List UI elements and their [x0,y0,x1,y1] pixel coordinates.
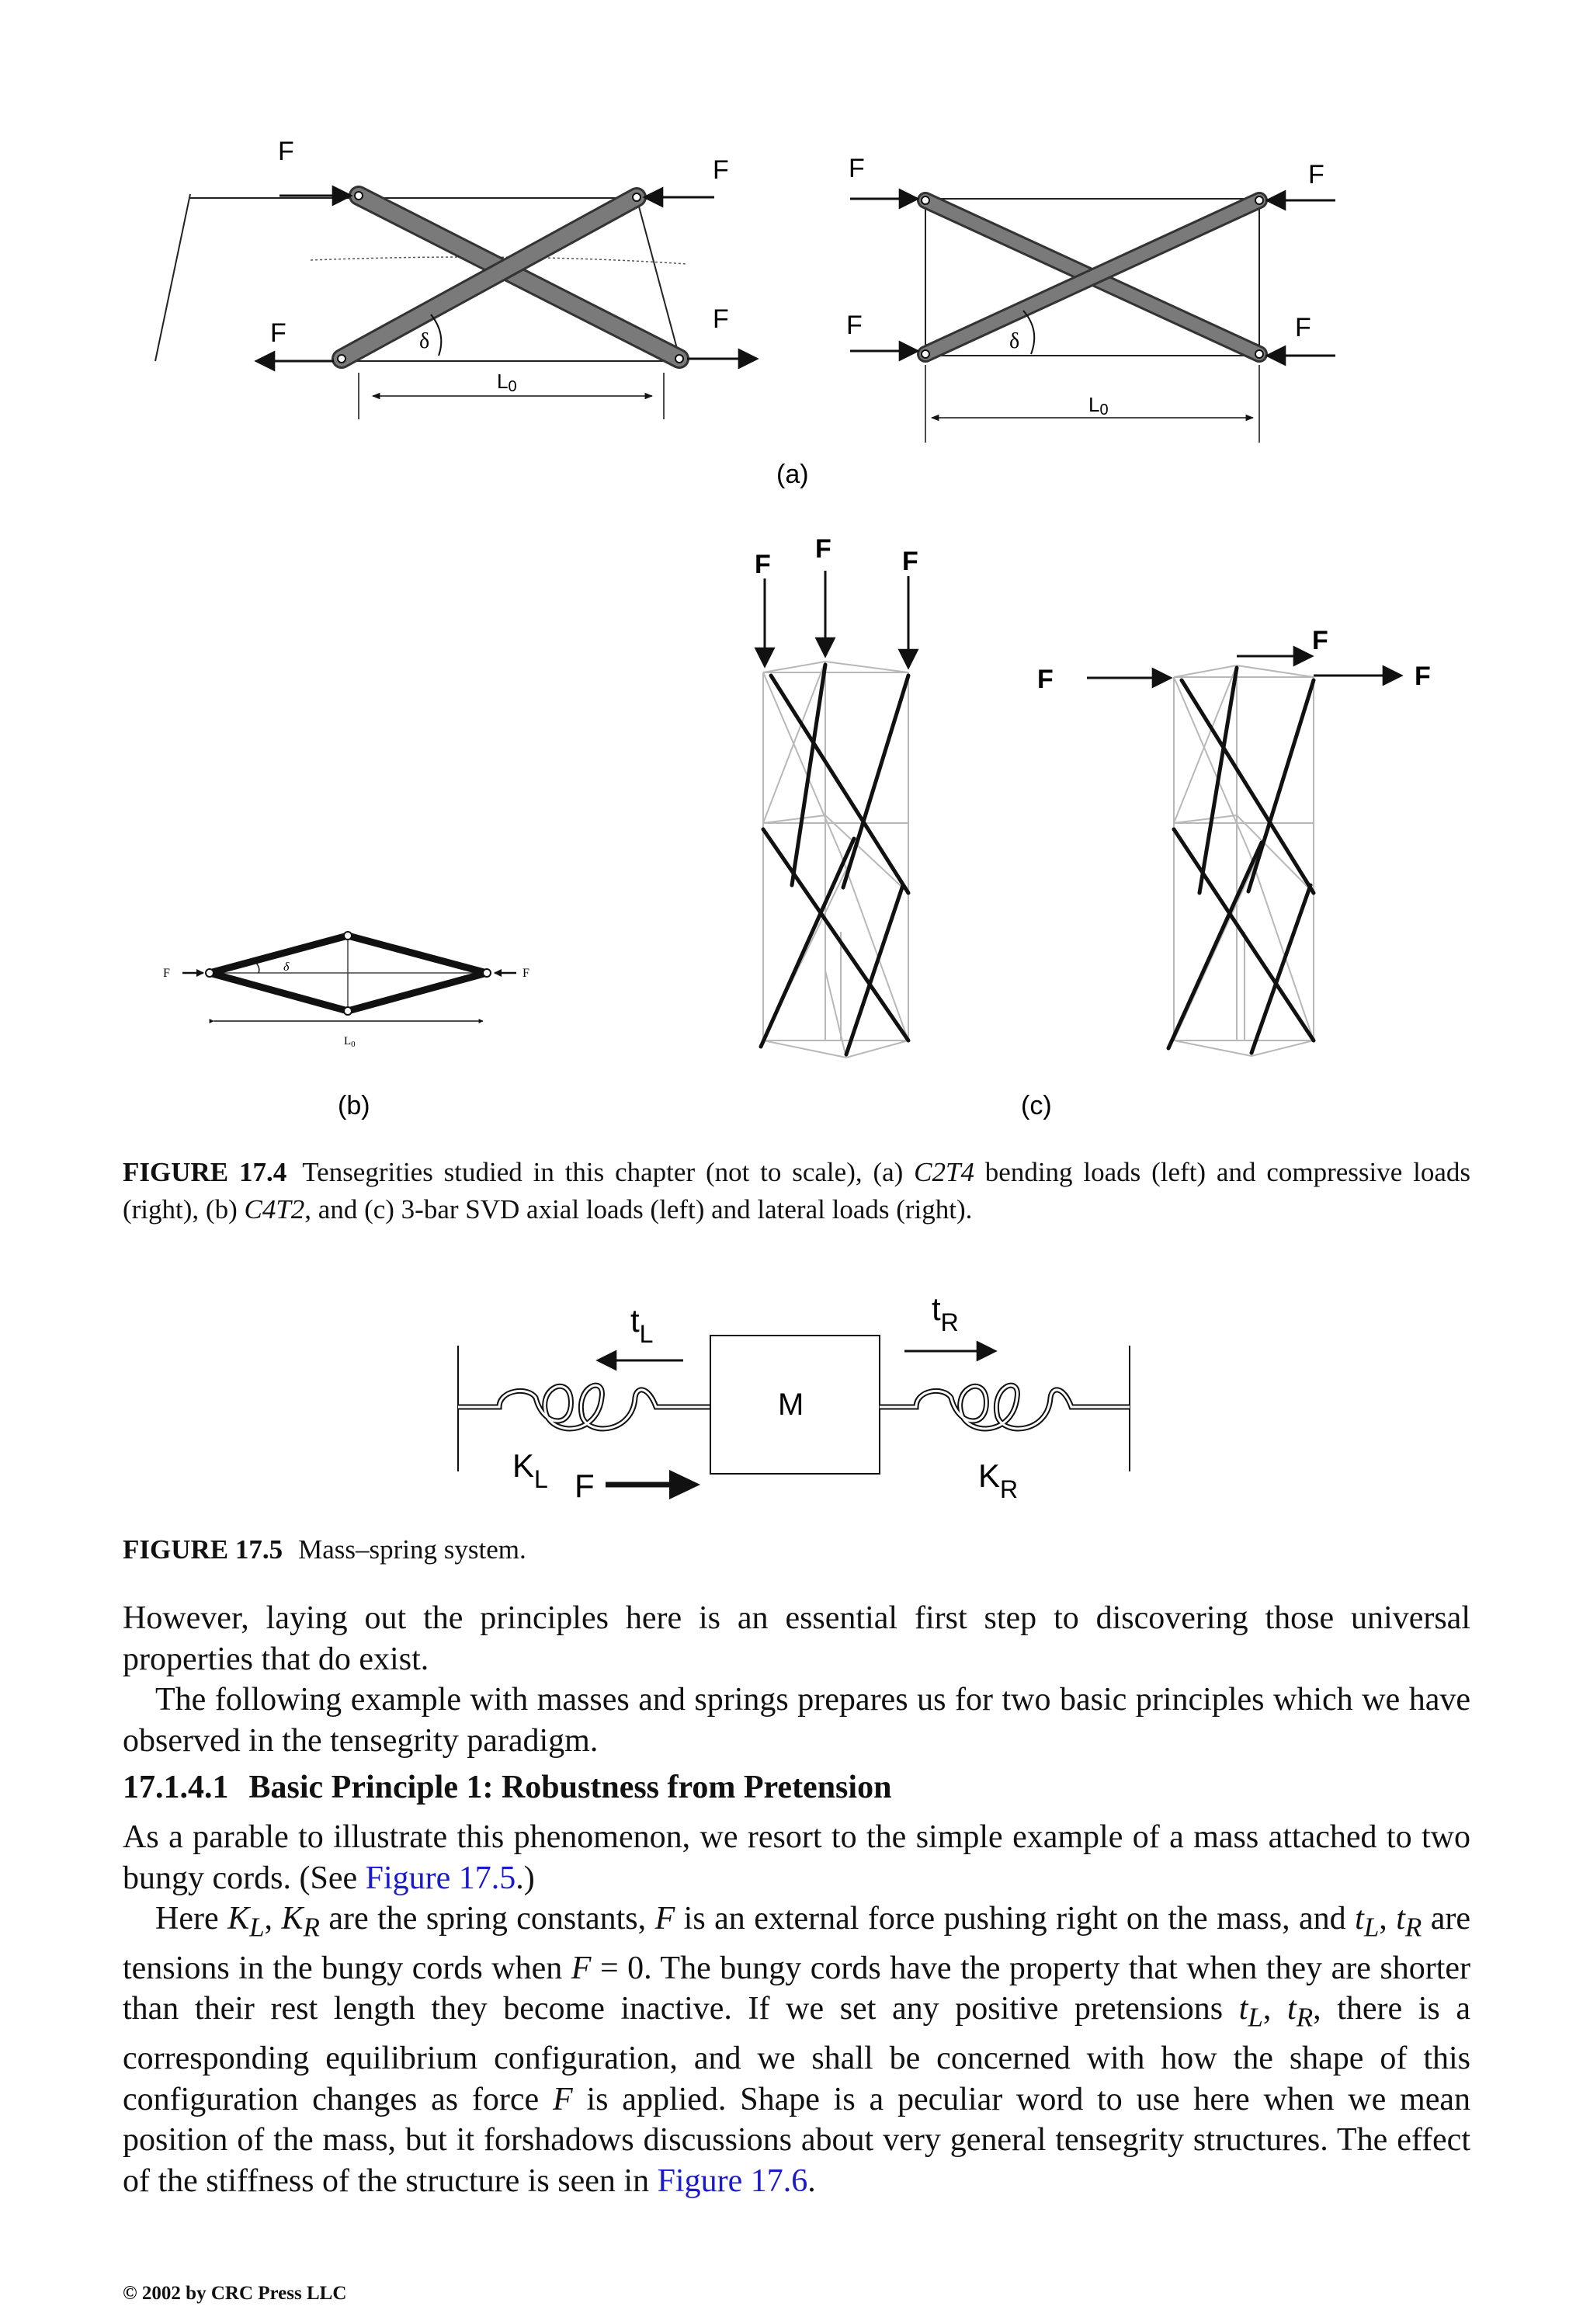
force-label: F [846,311,863,340]
fig-17-4a-right [846,154,1335,443]
force-label: F [163,967,170,980]
angle-label: δ [283,961,290,974]
length-label: $L_0$ [344,1035,356,1049]
figure-17-5-link[interactable]: Figure 17.5 [365,1860,516,1896]
force-label: F [1415,662,1431,691]
section-heading [123,1767,1470,1808]
force-label: F [755,550,771,579]
spring-left-label: $K_L$ [512,1447,548,1493]
force-label: F [849,154,865,183]
panel-c-label: (c) [1021,1091,1052,1120]
panel-b-label: (b) [338,1091,370,1120]
force-label: F [575,1468,595,1504]
tension-right-label: $t_R$ [932,1291,959,1336]
force-label: F [713,155,729,185]
figure-17-4-caption: FIGURE 17.4 Tensegrities studied in this chapter (not to scale), (a) C2T4 bending loads (left) and compressive loads (right), (b) C4T2, and (c) 3-bar SVD axial loads (left) and lateral loads (right). [123,1157,1470,1225]
force-label: F [1037,665,1054,694]
length-label: L0 [497,370,517,395]
tension-left-label: $t_L$ [630,1302,654,1348]
section-title: Basic Principle 1: Robustness from Pretension [248,1770,892,1805]
force-label: F [278,137,294,166]
force-label: F [1308,160,1324,189]
body-text [123,1598,1470,2201]
force-label: F [815,534,831,564]
section-number: 17.1.4.1 [123,1770,229,1805]
paragraph: As a parable to illustrate this phenomenon, we resort to the simple example of a mass attached to two bungy cords. (See Figure 17.5.) [123,1819,1470,1896]
fig-17-4b [163,932,529,1049]
length-label: L0 [1088,393,1109,419]
copyright-footer: © 2002 by CRC Press LLC [123,2283,347,2304]
paragraph: However, laying out the principles here is an essential first step to discovering those universal properties that do exist. [123,1600,1470,1677]
paragraph: The following example with masses and springs prepares us for two basic principles which we have observed in the tensegrity paradigm. [123,1682,1470,1759]
fig-17-4c-right [1037,626,1431,1056]
fig-17-5 [458,1291,1130,1504]
force-label: F [1295,313,1311,342]
caption-label: FIGURE 17.5 [123,1534,283,1565]
force-label: F [522,967,529,980]
force-label: F [270,318,286,348]
figure-17-5-caption: FIGURE 17.5 Mass–spring system. [123,1534,526,1565]
mass-label: M [778,1388,804,1422]
fig-17-4a-left [155,137,757,419]
force-label: F [902,547,918,576]
paragraph: Here $K_L$, $K_R$ are the spring constants, F is an external force pushing right on the mass, and $t_L$, $t_R$ are tensions in the bungy cords when F = 0. The bungy cords have the property that when they are shorter than their rest length they become inactive. If we set any positive pretensions $t_L$, $t_R$, there is a corresponding equilibrium configuration, and we shall be concerned with how the shape of this configuration changes as force F is applied. Shape is a peculiar word to use here when we mean position of the mass, but it forshadows discussions about very general tensegrity structures. The effect of the stiffness of the structure is seen in Figure 17.6. [123,1901,1471,2199]
force-label: F [1312,626,1328,655]
angle-label: δ [419,329,430,353]
angle-label: δ [1009,329,1020,353]
spring-right-label: $K_R$ [978,1457,1019,1503]
figure-17-6-link[interactable]: Figure 17.6 [657,2162,808,2199]
caption-label: FIGURE 17.4 [123,1157,287,1187]
panel-a-label: (a) [776,460,809,489]
force-label: F [713,304,729,334]
fig-17-4c-left [755,534,918,1058]
